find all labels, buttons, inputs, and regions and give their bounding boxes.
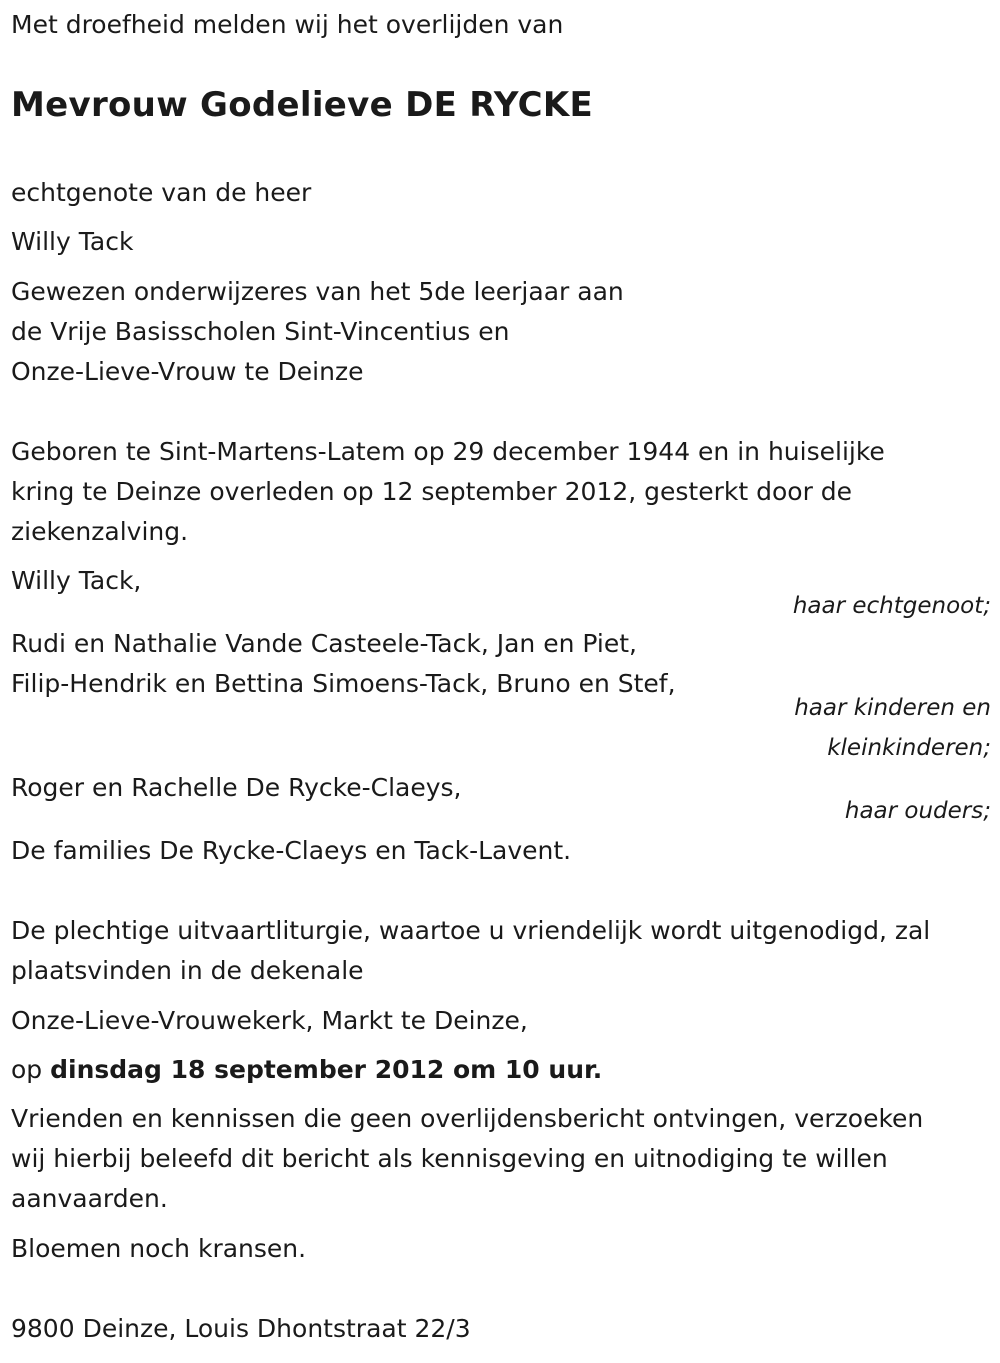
notice-line: wij hierbij beleefd dit bericht als kennisgeving en uitnodiging te willen	[11, 1144, 888, 1173]
funeral-line: De plechtige uitvaartliturgie, waartoe u vriendelijk wordt uitgenodigd, zal	[11, 916, 931, 945]
funeral-date	[11, 1050, 602, 1090]
mourner-spouse-role: haar echtgenoot;	[792, 593, 991, 619]
mourner-parents-role: haar ouders;	[844, 798, 991, 824]
address: 9800 Deinze, Louis Dhontstraat 22/3	[11, 1314, 471, 1343]
notice-line: aanvaarden.	[11, 1184, 168, 1213]
funeral-line: plaatsvinden in de dekenale	[11, 956, 364, 985]
birth-death-line: ziekenzalving.	[11, 517, 189, 546]
birth-death-line: Geboren te Sint-Martens-Latem op 29 december 1944 en in huiselijke	[11, 437, 885, 466]
mourner-children: Rudi en Nathalie Vande Casteele-Tack, Jan en Piet,	[11, 629, 638, 658]
funeral-date-bold: dinsdag 18 september 2012 om 10 uur.	[50, 1055, 603, 1084]
mourner-parents: Roger en Rachelle De Rycke-Claeys,	[11, 773, 462, 802]
mourner-families: De families De Rycke-Claeys en Tack-Lavent.	[11, 836, 572, 865]
notice-line: Vrienden en kennissen die geen overlijdensbericht ontvingen, verzoeken	[11, 1104, 924, 1133]
spouse-intro: echtgenote van de heer	[11, 178, 312, 207]
funeral-church: Onze-Lieve-Vrouwekerk, Markt te Deinze,	[11, 1006, 528, 1035]
career-line: Gewezen onderwijzeres van het 5de leerjaar aan	[11, 277, 624, 306]
funeral-date-prefix: op	[11, 1055, 51, 1084]
intro-text: Met droefheid melden wij het overlijden van	[11, 10, 564, 39]
flowers-note: Bloemen noch kransen.	[11, 1234, 307, 1263]
spouse-name: Willy Tack	[11, 227, 134, 256]
mourner-children: Filip-Hendrik en Bettina Simoens-Tack, Bruno en Stef,	[11, 669, 676, 698]
mourner-spouse: Willy Tack,	[11, 566, 142, 595]
mourner-children-role: haar kinderen en	[794, 695, 991, 721]
birth-death-line: kring te Deinze overleden op 12 september 2012, gesterkt door de	[11, 477, 853, 506]
career-line: Onze-Lieve-Vrouw te Deinze	[11, 357, 364, 386]
mourner-children-role: kleinkinderen;	[827, 735, 991, 761]
career-line: de Vrije Basisscholen Sint-Vincentius en	[11, 317, 510, 346]
deceased-name: Mevrouw Godelieve DE RYCKE	[11, 85, 594, 125]
